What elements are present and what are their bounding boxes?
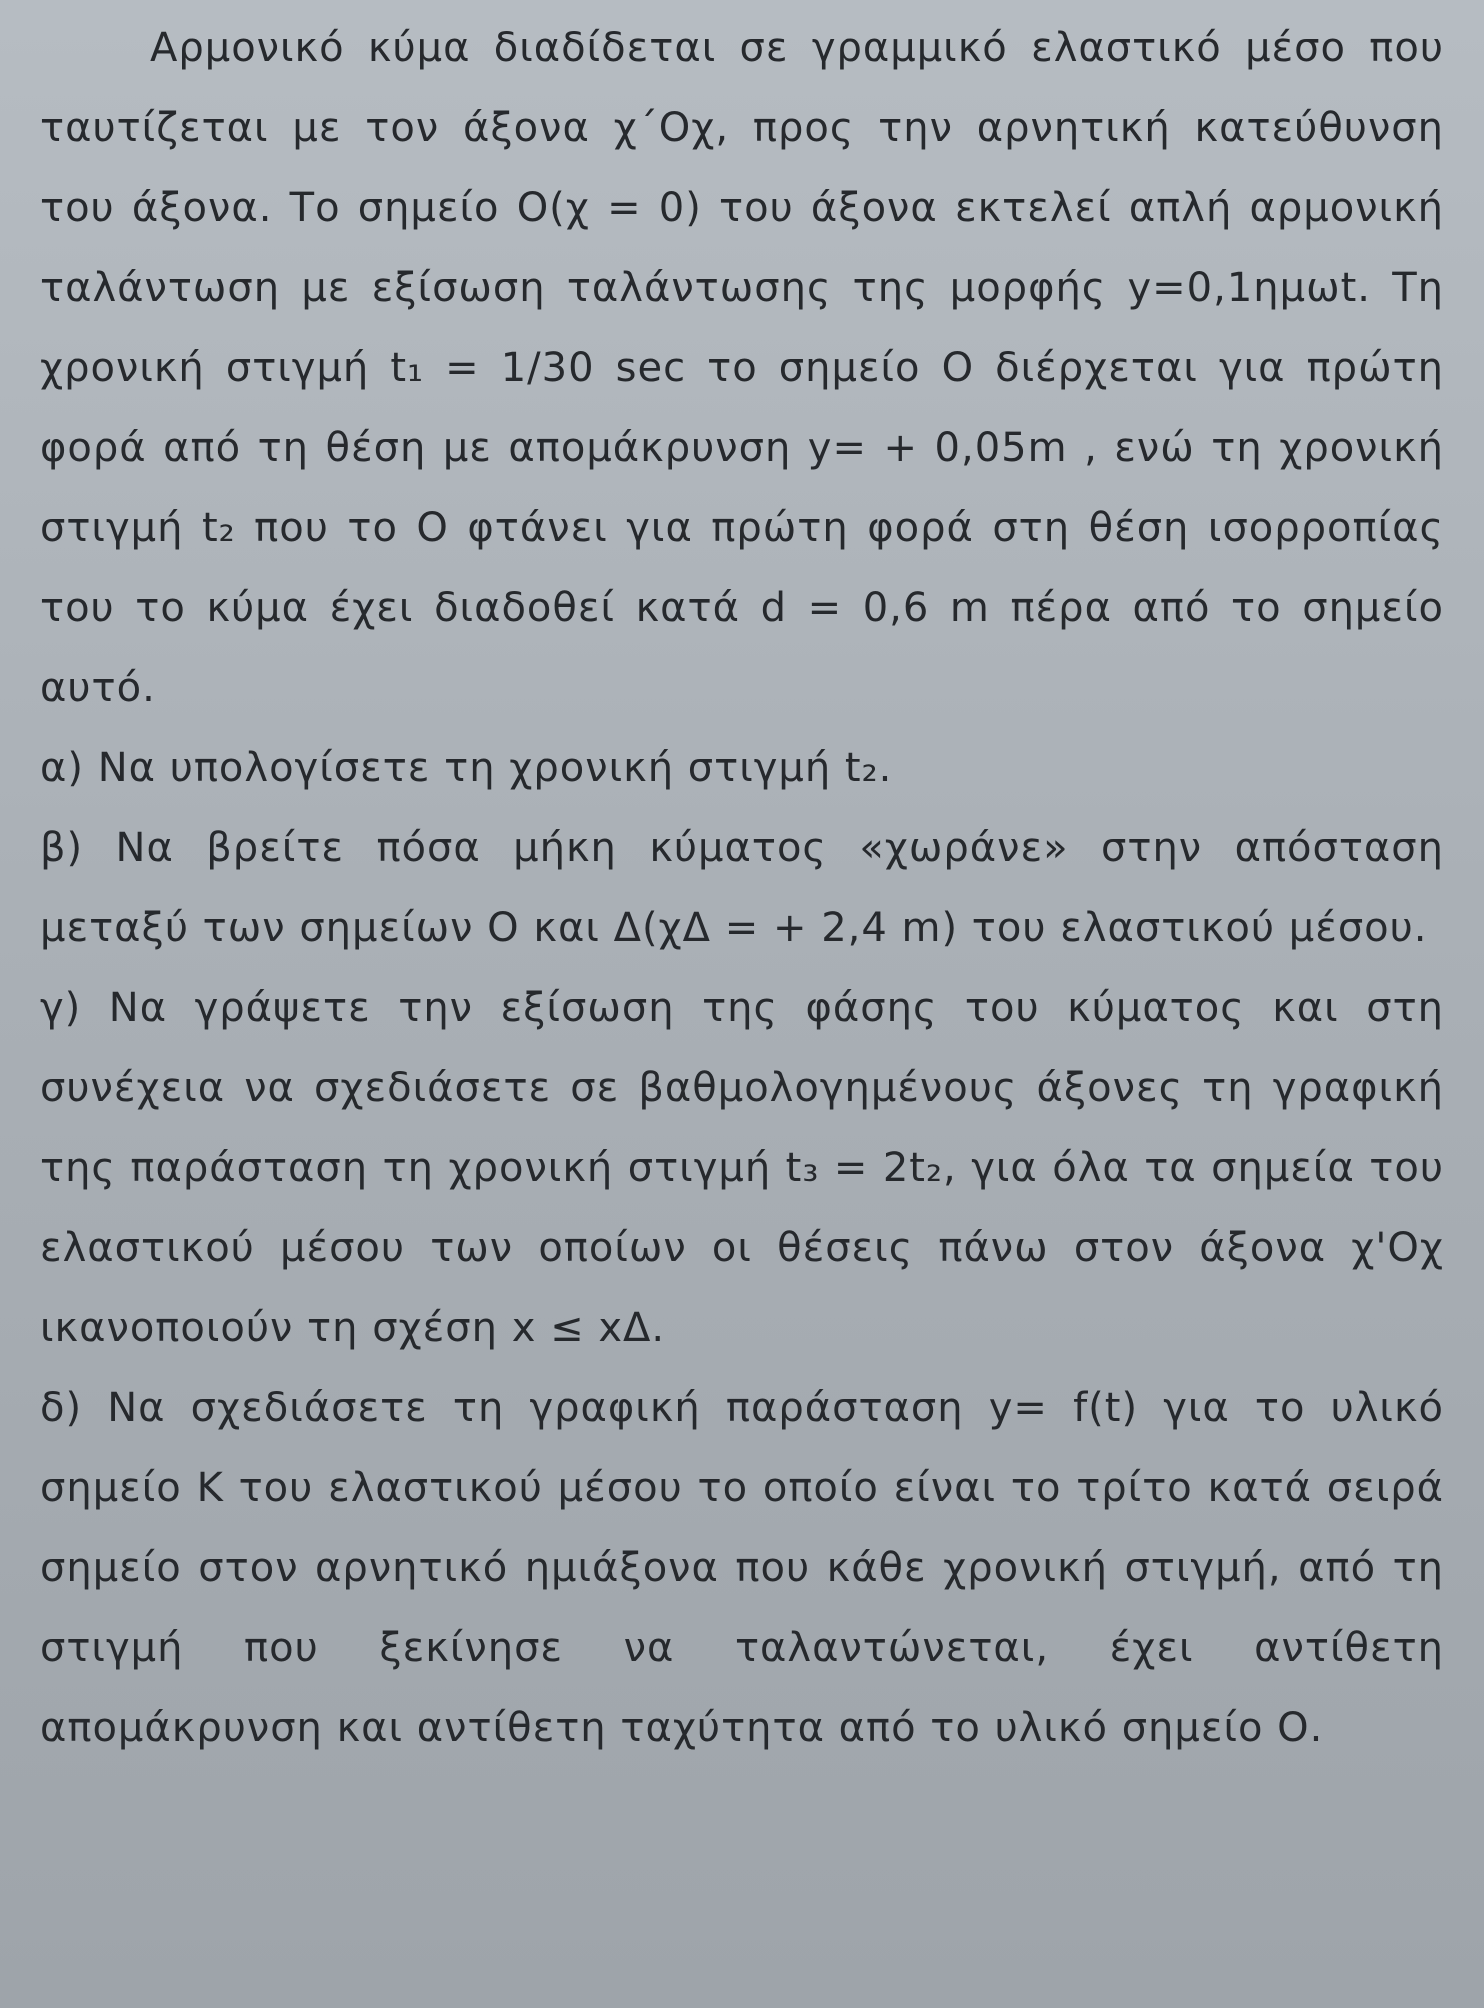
- question-c: γ) Να γράψετε την εξίσωση της φάσης του κύματος και στη συνέχεια να σχεδιάσετε σε βαθμολογημένους άξονες τη γραφική της παράσταση τη χρονική στιγμή t₃ = 2t₂, για όλα τα σημεία του ελαστικού μέσου των οποίων οι θέσεις πάνω στον άξονα χ'Οχ ικανοποιούν τη σχέση x ≤ xΔ.: [40, 985, 1444, 1351]
- question-b: β) Να βρείτε πόσα μήκη κύματος «χωράνε» στην απόσταση μεταξύ των σημείων Ο και Δ(χΔ = + 2,4 m) του ελαστικού μέσου.: [40, 825, 1444, 951]
- question-a: α) Να υπολογίσετε τη χρονική στιγμή t₂.: [40, 745, 893, 791]
- question-d: δ) Να σχεδιάσετε τη γραφική παράσταση y= f(t) για το υλικό σημείο Κ του ελαστικού μέσου το οποίο είναι το τρίτο κατά σειρά σημείο στον αρνητικό ημιάξονα που κάθε χρονική στιγμή, από τη στιγμή που ξεκίνησε να ταλαντώνεται, έχει αντίθετη απομάκρυνση και αντίθετη ταχύτητα από το υλικό σημείο Ο.: [40, 1385, 1444, 1751]
- problem-statement: Αρμονικό κύμα διαδίδεται σε γραμμικό ελαστικό μέσο που ταυτίζεται με τον άξονα χ΄Οχ, προς την αρνητική κατεύθυνση του άξονα. Το σημείο Ο(χ = 0) του άξονα εκτελεί απλή αρμονική ταλάντωση με εξίσωση ταλάντωσης της μορφής y=0,1ημωt. Τη χρονική στιγμή t₁ = 1/30 sec το σημείο Ο διέρχεται για πρώτη φορά από τη θέση με απομάκρυνση y= + 0,05m , ενώ τη χρονική στιγμή t₂ που το Ο φτάνει για πρώτη φορά στη θέση ισορροπίας του το κύμα έχει διαδοθεί κατά d = 0,6 m πέρα από το σημείο αυτό.: [40, 25, 1444, 711]
